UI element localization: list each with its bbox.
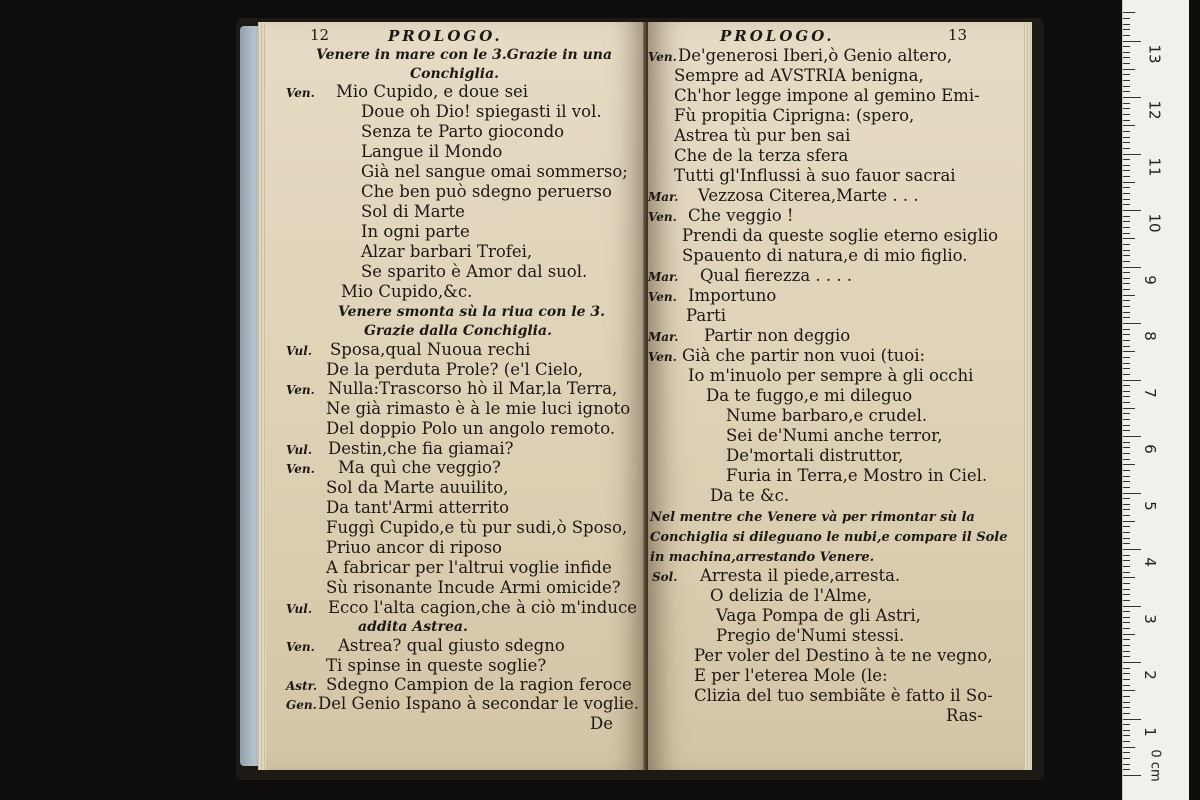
ruler-tick	[1123, 244, 1130, 245]
speaker-label: Gen.	[286, 698, 317, 712]
verse-line: Che veggio !	[688, 206, 794, 225]
ruler-tick	[1123, 306, 1130, 307]
verse-line: Io m'inuolo per sempre à gli occhi	[688, 366, 974, 385]
ruler-tick	[1123, 329, 1130, 330]
verse-line: Ch'hor legge impone al gemino Emi-	[674, 86, 980, 105]
ruler-tick	[1123, 617, 1130, 618]
ruler-tick	[1123, 583, 1130, 584]
speaker-label: Ven.	[286, 462, 315, 476]
ruler-tick	[1123, 730, 1130, 731]
ruler-tick	[1123, 769, 1130, 770]
ruler-tick	[1123, 628, 1130, 629]
verse-line: Sol da Marte auuilito,	[326, 478, 509, 497]
ruler-tick	[1123, 374, 1130, 375]
ruler-tick	[1123, 233, 1130, 234]
speaker-label: Vul.	[286, 344, 313, 358]
ruler-number: 9	[1140, 274, 1159, 285]
ruler-tick	[1123, 707, 1130, 708]
ruler-tick	[1123, 97, 1141, 98]
ruler-tick	[1123, 317, 1130, 318]
ruler-tick	[1123, 120, 1130, 121]
ruler-tick	[1123, 402, 1130, 403]
verse-line: Ti spinse in queste soglie?	[326, 656, 547, 675]
ruler-tick	[1123, 634, 1135, 635]
ruler-tick	[1123, 35, 1130, 36]
verse-line: De'generosi Iberi,ò Genio altero,	[678, 46, 953, 65]
measurement-ruler	[1122, 0, 1189, 800]
verse-line: Clizia del tuo sembiãte è fatto il So-	[694, 686, 993, 705]
ruler-tick	[1123, 346, 1130, 347]
ruler-number: 10	[1145, 213, 1164, 233]
verse-line: Fù propitia Ciprigna: (spero,	[674, 106, 915, 125]
catchword: De	[590, 714, 613, 733]
verse-line: Parti	[686, 306, 726, 325]
ruler-tick	[1123, 351, 1135, 352]
ruler-tick	[1123, 555, 1130, 556]
verse-line: Destin,che fia giamai?	[328, 439, 514, 458]
verse-line: Da tant'Armi atterrito	[326, 498, 510, 517]
ruler-tick	[1123, 487, 1130, 488]
ruler-tick	[1123, 295, 1135, 296]
ruler-tick	[1123, 165, 1130, 166]
verse-line: Se sparito è Amor dal suol.	[361, 262, 588, 281]
ruler-tick	[1123, 210, 1141, 211]
ruler-tick	[1123, 46, 1130, 47]
ruler-number: 1	[1140, 726, 1159, 737]
ruler-tick	[1123, 334, 1130, 335]
ruler-tick	[1123, 515, 1130, 516]
ruler-tick	[1123, 357, 1130, 358]
ruler-tick	[1123, 566, 1130, 567]
stage-direction: Venere in mare con le 3.Grazie in una	[316, 47, 613, 63]
verse-line: Mio Cupido,&c.	[341, 282, 473, 301]
ruler-tick	[1123, 125, 1135, 126]
stage-direction: Conchiglia si dileguano le nubi,e compare il Sole	[650, 530, 1008, 545]
verse-line: Già nel sangue omai sommerso;	[361, 162, 628, 181]
ruler-tick	[1123, 752, 1130, 753]
ruler-tick	[1123, 154, 1141, 155]
verse-line: Del Genio Ispano à secondar le voglie.	[318, 694, 640, 713]
ruler-tick	[1123, 408, 1135, 409]
ruler-tick	[1123, 74, 1130, 75]
ruler-tick	[1123, 41, 1141, 42]
verse-line: Vaga Pompa de gli Astri,	[716, 606, 921, 625]
ruler-tick	[1123, 775, 1141, 776]
verse-line: Del doppio Polo un angolo remoto.	[326, 419, 616, 438]
verse-line: E per l'eterea Mole (le:	[694, 666, 888, 685]
page-edge	[258, 22, 266, 770]
ruler-tick	[1123, 696, 1130, 697]
verse-line: Furia in Terra,e Mostro in Ciel.	[726, 466, 988, 485]
ruler-tick	[1123, 340, 1130, 341]
ruler-tick	[1123, 221, 1130, 222]
speaker-label: Sol.	[652, 570, 678, 584]
speaker-label: Ven.	[648, 210, 677, 224]
ruler-tick	[1123, 442, 1130, 443]
speaker-label: Ven.	[286, 640, 315, 654]
verse-line: Sposa,qual Nuoua rechi	[330, 340, 531, 359]
ruler-tick	[1123, 668, 1130, 669]
ruler-tick	[1123, 103, 1130, 104]
ruler-tick	[1123, 261, 1130, 262]
ruler-tick	[1123, 425, 1130, 426]
verse-line: Mio Cupido, e doue sei	[336, 82, 529, 101]
ruler-tick	[1123, 498, 1130, 499]
ruler-tick	[1123, 622, 1130, 623]
verse-line: Pregio de'Numi stessi.	[716, 626, 905, 645]
stage-direction: Grazie dalla Conchiglia.	[364, 323, 552, 339]
verse-line: Ne già rimasto è à le mie luci ignoto	[326, 399, 631, 418]
ruler-tick	[1123, 560, 1130, 561]
ruler-number: 2	[1140, 670, 1159, 680]
ruler-tick	[1123, 453, 1130, 454]
ruler-tick	[1123, 606, 1141, 607]
ruler-tick	[1123, 391, 1130, 392]
ruler-tick	[1123, 509, 1130, 510]
ruler-tick	[1123, 651, 1130, 652]
speaker-label: Ven.	[648, 290, 677, 304]
ruler-number: 11	[1145, 156, 1164, 177]
ruler-number: 3	[1140, 613, 1159, 624]
ruler-tick	[1123, 300, 1130, 301]
ruler-tick	[1123, 187, 1130, 188]
verse-line: Senza te Parto giocondo	[361, 122, 565, 141]
speaker-label: Ven.	[648, 50, 677, 64]
verse-line: De la perduta Prole? (e'l Cielo,	[326, 360, 584, 379]
ruler-tick	[1123, 193, 1130, 194]
ruler-tick	[1123, 69, 1135, 70]
ruler-tick	[1123, 216, 1130, 217]
stage-direction: Nel mentre che Venere và per rimontar sù la	[650, 510, 975, 525]
ruler-tick	[1123, 741, 1130, 742]
verse-line: In ogni parte	[361, 222, 470, 241]
ruler-tick	[1123, 758, 1130, 759]
ruler-tick	[1123, 430, 1130, 431]
speaker-label: Vul.	[286, 443, 313, 457]
verse-line: Sempre ad AVSTRIA benigna,	[674, 66, 924, 85]
ruler-tick	[1123, 204, 1130, 205]
verse-line: Astrea tù pur ben sai	[674, 126, 851, 145]
ruler-tick	[1123, 419, 1130, 420]
ruler-number: 13	[1145, 43, 1164, 64]
ruler-number: 12	[1145, 100, 1164, 120]
ruler-tick	[1123, 170, 1130, 171]
verse-line: Già che partir non vuoi (tuoi:	[682, 346, 926, 365]
ruler-tick	[1123, 611, 1130, 612]
ruler-tick	[1123, 532, 1130, 533]
verse-line: Sol di Marte	[361, 202, 465, 221]
ruler-tick	[1123, 137, 1130, 138]
ruler-tick	[1123, 685, 1130, 686]
ruler-number: 5	[1140, 500, 1159, 511]
ruler-tick	[1123, 413, 1130, 414]
stage-direction: Conchiglia.	[410, 66, 500, 82]
stage-direction: addita Astrea.	[358, 619, 468, 635]
ruler-tick	[1123, 255, 1130, 256]
speaker-label: Ven.	[286, 383, 315, 397]
ruler-tick	[1123, 323, 1141, 324]
speaker-label: Mar.	[648, 330, 679, 344]
verse-line: Vezzosa Citerea,Marte . . .	[698, 186, 919, 205]
ruler-tick	[1123, 724, 1130, 725]
ruler-tick	[1123, 142, 1130, 143]
ruler-tick	[1123, 764, 1130, 765]
ruler-tick	[1123, 577, 1135, 578]
ruler-tick	[1123, 673, 1130, 674]
verse-line: Da te fuggo,e mi dileguo	[706, 386, 913, 405]
page-number: 13	[948, 26, 968, 44]
speaker-label: Mar.	[648, 270, 679, 284]
left-page	[258, 22, 646, 770]
ruler-tick	[1123, 29, 1130, 30]
ruler-tick	[1123, 719, 1141, 720]
ruler-tick	[1123, 436, 1141, 437]
page-edge	[1024, 22, 1032, 770]
ruler-tick	[1123, 238, 1135, 239]
ruler-tick	[1123, 52, 1130, 53]
ruler-tick	[1123, 380, 1141, 381]
running-head: PROLOGO.	[720, 27, 835, 45]
catchword: Ras-	[946, 706, 983, 725]
ruler-number: 7	[1140, 387, 1159, 398]
ruler-tick	[1123, 12, 1135, 13]
verse-line: Sù risonante Incude Armi omicide?	[326, 578, 621, 597]
verse-line: Nulla:Trascorso hò il Mar,la Terra,	[328, 379, 618, 398]
verse-line: Qual fierezza . . . .	[700, 266, 853, 285]
verse-line: O delizia de l'Alme,	[710, 586, 872, 605]
ruler-tick	[1123, 735, 1130, 736]
verse-line: Prendi da queste soglie eterno esiglio	[682, 226, 999, 245]
ruler-tick	[1123, 272, 1130, 273]
verse-line: Sdegno Campion de la ragion feroce	[326, 675, 632, 694]
ruler-tick	[1123, 114, 1130, 115]
ruler-tick	[1123, 679, 1130, 680]
ruler-tick	[1123, 476, 1130, 477]
verse-line: Che ben può sdegno peruerso	[361, 182, 612, 201]
ruler-number: 8	[1140, 331, 1159, 341]
ruler-unit-label: 0 cm	[1147, 749, 1163, 782]
ruler-tick	[1123, 18, 1130, 19]
ruler-tick	[1123, 108, 1130, 109]
verse-line: Partir non deggio	[704, 326, 851, 345]
ruler-tick	[1123, 594, 1130, 595]
verse-line: Nume barbaro,e crudel.	[726, 406, 928, 425]
ruler-tick	[1123, 57, 1130, 58]
ruler-tick	[1123, 63, 1130, 64]
verse-line: Alzar barbari Trofei,	[361, 242, 533, 261]
verse-line: Per voler del Destino à te ne vegno,	[694, 646, 993, 665]
running-head: PROLOGO.	[388, 27, 503, 45]
verse-line: Importuno	[688, 286, 777, 305]
ruler-tick	[1123, 645, 1130, 646]
verse-line: Fuggì Cupido,e tù pur sudi,ò Sposo,	[326, 518, 628, 537]
ruler-tick	[1123, 148, 1130, 149]
ruler-tick	[1123, 521, 1135, 522]
ruler-tick	[1123, 131, 1130, 132]
ruler-tick	[1123, 278, 1130, 279]
ruler-tick	[1123, 493, 1141, 494]
ruler-tick	[1123, 713, 1130, 714]
ruler-tick	[1123, 182, 1135, 183]
ruler-number: 4	[1140, 557, 1159, 567]
verse-line: Priuo ancor di riposo	[326, 538, 502, 557]
ruler-tick	[1123, 312, 1130, 313]
ruler-tick	[1123, 572, 1130, 573]
ruler-tick	[1123, 639, 1130, 640]
verse-line: Astrea? qual giusto sdegno	[338, 636, 565, 655]
ruler-tick	[1123, 267, 1141, 268]
ruler-tick	[1123, 747, 1135, 748]
speaker-label: Mar.	[648, 190, 679, 204]
ruler-tick	[1123, 702, 1130, 703]
ruler-tick	[1123, 459, 1130, 460]
ruler-tick	[1123, 481, 1130, 482]
ruler-tick	[1123, 656, 1130, 657]
ruler-tick	[1123, 91, 1130, 92]
verse-line: Ecco l'alta cagion,che à ciò m'induce	[328, 598, 638, 617]
ruler-tick	[1123, 24, 1130, 25]
verse-line: Tutti gl'Influssi à suo fauor sacrai	[674, 166, 956, 185]
ruler-tick	[1123, 363, 1130, 364]
ruler-tick	[1123, 385, 1130, 386]
ruler-tick	[1123, 447, 1130, 448]
speaker-label: Vul.	[286, 602, 313, 616]
page-number: 12	[310, 26, 330, 44]
ruler-tick	[1123, 526, 1130, 527]
ruler-tick	[1123, 600, 1130, 601]
verse-line: Spauento di natura,e di mio figlio.	[682, 246, 968, 265]
ruler-tick	[1123, 86, 1130, 87]
ruler-tick	[1123, 80, 1130, 81]
verse-line: Ma quì che veggio?	[338, 458, 501, 477]
ruler-tick	[1123, 199, 1130, 200]
speaker-label: Ven.	[648, 350, 677, 364]
ruler-tick	[1123, 227, 1130, 228]
verse-line: Doue oh Dio! spiegasti il vol.	[361, 102, 602, 121]
ruler-tick	[1123, 662, 1141, 663]
verse-line: De'mortali distruttor,	[726, 446, 904, 465]
ruler-tick	[1123, 159, 1130, 160]
ruler-tick	[1123, 470, 1130, 471]
speaker-label: Astr.	[286, 679, 318, 693]
ruler-tick	[1123, 543, 1130, 544]
verse-line: Arresta il piede,arresta.	[700, 566, 901, 585]
ruler-tick	[1123, 368, 1130, 369]
speaker-label: Ven.	[286, 86, 315, 100]
verse-line: Che de la terza sfera	[674, 146, 849, 165]
ruler-tick	[1123, 176, 1130, 177]
ruler-tick	[1123, 250, 1130, 251]
stage-direction: Venere smonta sù la riua con le 3.	[338, 304, 605, 320]
ruler-tick	[1123, 396, 1130, 397]
ruler-number: 6	[1140, 444, 1159, 454]
ruler-tick	[1123, 690, 1135, 691]
verse-line: Da te &c.	[710, 486, 790, 505]
verse-line: Langue il Mondo	[361, 142, 503, 161]
verse-line: A fabricar per l'altrui voglie infide	[326, 558, 612, 577]
right-page	[648, 22, 1032, 770]
stage-direction: in machina,arrestando Venere.	[650, 550, 875, 565]
ruler-tick	[1123, 589, 1130, 590]
ruler-tick	[1123, 504, 1130, 505]
verse-line: Sei de'Numi anche terror,	[726, 426, 943, 445]
ruler-tick	[1123, 283, 1130, 284]
ruler-tick	[1123, 538, 1130, 539]
ruler-tick	[1123, 549, 1141, 550]
ruler-tick	[1123, 464, 1135, 465]
ruler-tick	[1123, 289, 1130, 290]
